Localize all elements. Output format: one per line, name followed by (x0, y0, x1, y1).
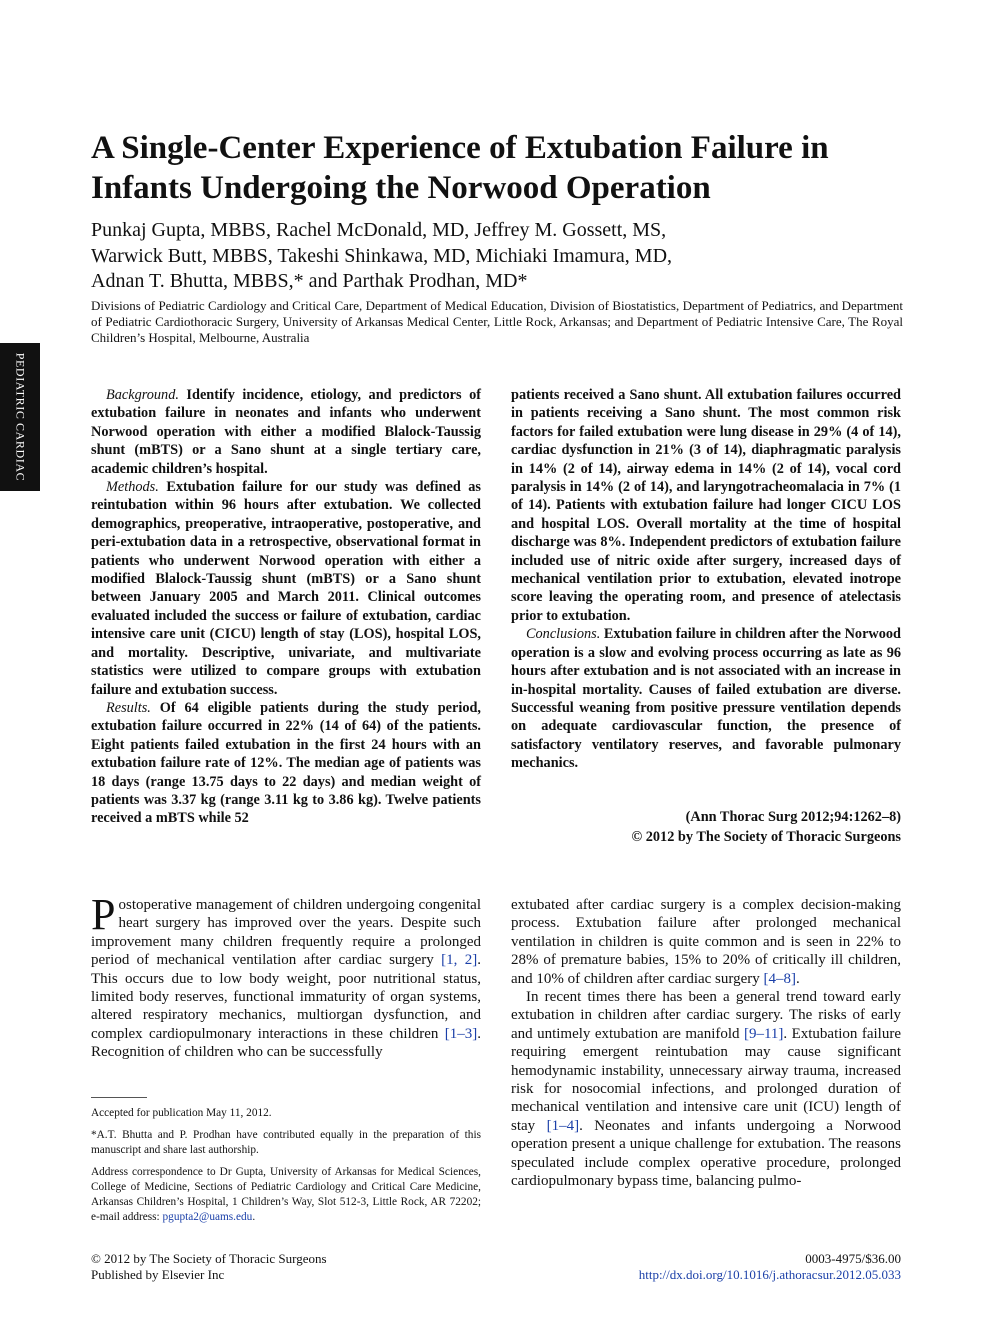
author-line: Warwick Butt, MBBS, Takeshi Shinkawa, MD, Michiaki Imamura, MD, (91, 244, 673, 267)
correspondence-end: . (252, 1211, 256, 1223)
body-text: . (796, 970, 800, 987)
affiliations: Divisions of Pediatric Cardiology and Critical Care, Department of Medical Education, Division of Biostatistics, Department of Pediatrics, and Department of Pediatric Cardiothoracic Surgery, University of Arkansas Medical Center, Little Rock, Arkansas; and Department of Pediatric Intensive Care, The Royal Children’s Hospital, Melbourne, Australia (91, 298, 903, 345)
body-text: . This occurs due to low body weight, poor nutritional status, limited body reserves, functional immaturity of organ systems, altered respiratory mechanics, multiorgan dysfunction, and complex cardiopulmonary interactions in these children (91, 952, 481, 1042)
page-footer-left (91, 1251, 327, 1282)
body-column-right (511, 896, 901, 1191)
footer-issn: 0003-4975/$36.00 (805, 1251, 901, 1266)
author-line: Punkaj Gupta, MBBS, Rachel McDonald, MD, Jeffrey M. Gossett, MS, (91, 219, 667, 241)
email-link[interactable]: pgupta2@uams.edu (162, 1211, 253, 1223)
body-text: . Neonates and infants undergoing a Norwood operation present a unique challenge for extubation. The reasons speculated include complex operative procedure, prolonged cardiopulmonary bypass time, balancing pulmo- (511, 1117, 901, 1190)
body-text: ostoperative management of children undergoing congenital heart surgery has improved over the years. Despite such improvement many children frequently require a prolonged period of mechanical ventilation after cardiac surgery (91, 897, 481, 969)
abstract-column-right (511, 386, 901, 773)
footnote-accepted: Accepted for publication May 11, 2012. (91, 1107, 272, 1119)
abstract-background-label: Background. (106, 387, 179, 403)
author-line: Adnan T. Bhutta, MBBS,* and Parthak Prodhan, MD* (91, 270, 528, 292)
abstract-background (91, 386, 481, 478)
footer-copyright: © 2012 by The Society of Thoracic Surgeons (91, 1251, 327, 1266)
reference-link[interactable]: [1, 2] (441, 952, 478, 969)
section-side-tab-label: PEDIATRIC CARDIAC (13, 352, 28, 482)
abstract-methods-text: Extubation failure for our study was defined as reintubation within 96 hours after extubation. We collected demographics, preoperative, intraoperative, postoperative, and peri-extubation data in a retrospective, observational format in patients who underwent Norwood operation with either a modified Blalock-Taussig shunt (mBTS) or a Sano shunt between January 2005 and March 2011. Clinical outcomes evaluated included the success or failure of extubation, cardiac intensive care unit (CICU) length of stay (LOS), hospital LOS, and mortality. Descriptive, univariate, and multivariate statistics were utilized to compare groups with extubation failure and extubation success. (91, 479, 481, 698)
abstract-results-continued: patients received a Sano shunt. All extubation failures occurred in patients receiving a Sano shunt. The most common risk factors for failed extubation were lung disease in 29% (4 of 14), cardiac dysfunction in 21% (3 of 14), diaphragmatic paralysis in 14% (2 of 14), airway edema in 14% (2 of 14), vocal cord paralysis in 14% (2 of 14), and laryngotracheomalacia in 7% (1 of 14). Patients with extubation failure had longer CICU LOS and hospital LOS. Overall mortality at the time of hospital discharge was 8%. Independent predictors of extubation failure included use of nitric oxide after surgery, increased days of mechanical ventilation prior to extubation, elevated inotrope score leaving the operating room, and presence of atelectasis prior to extubation. (511, 387, 901, 624)
reference-link[interactable]: [1–4] (546, 1117, 580, 1134)
footnotes (91, 1106, 481, 1232)
body-text: In recent times there has been a general trend toward early extubation in children after cardiac surgery. The risks of early and untimely extubation are manifold (511, 989, 901, 1042)
abstract-results-label: Results. (106, 699, 151, 716)
body-column-left (91, 890, 481, 1062)
journal-citation (511, 807, 901, 847)
abstract-results (91, 699, 481, 828)
body-paragraph (91, 890, 481, 1062)
society-copyright: © 2012 by The Society of Thoracic Surgeons (631, 829, 901, 845)
reference-link[interactable]: [4–8] (763, 970, 797, 987)
body-text: . Recognition of children who can be successfully (91, 1025, 481, 1061)
reference-link[interactable]: [9–11] (743, 1025, 784, 1042)
abstract-conclusions-text: Extubation failure in children after the Norwood operation is a slow and evolving process occurring as late as 96 hours after extubation and is not associated with an increase in in-hospital mortality. Causes of failed extubation are diverse. Successful weaning from positive pressure ventilation depends on adequate cardiovascular function, the presence of satisfactory ventilatory reserves, and favorable pulmonary mechanics. (511, 626, 901, 772)
abstract-conclusions (511, 625, 901, 772)
abstract-methods-label: Methods. (106, 479, 159, 496)
page-footer-right (639, 1251, 901, 1282)
footnote-equal-contribution: *A.T. Bhutta and P. Prodhan have contributed equally in the preparation of this manuscript and share last authorship. (91, 1129, 481, 1156)
body-text: . Extubation failure requiring emergent reintubation may cause significant hemodynamic instability, unnecessary airway trauma, increased risk for nosocomial infections, and prolonged duration of mechanical ventilation and intensive care unit (ICU) length of stay (511, 1025, 901, 1134)
abstract-conclusions-label: Conclusions. (526, 626, 601, 643)
footnote-divider (91, 1097, 147, 1098)
body-text: extubated after cardiac surgery is a complex decision-making process. Extubation failure after prolonged mechanical ventilation in children is quite common and is seen in 22% to 28% of premature babies, 15% to 20% of critically ill children, and 10% of children after cardiac surgery (511, 897, 901, 987)
footnote-correspondence (91, 1165, 481, 1225)
footer-publisher: Published by Elsevier Inc (91, 1266, 225, 1282)
author-list (91, 218, 911, 295)
abstract-background-text: Identify incidence, etiology, and predictors of extubation failure in neonates and infants who underwent Norwood operation with either a modified Blalock-Taussig shunt (mBTS) or a Sano shunt at a single tertiary care, academic children’s hospital. (91, 387, 481, 477)
body-paragraph (511, 896, 901, 988)
drop-cap: P (91, 890, 116, 939)
doi-link[interactable]: http://dx.doi.org/10.1016/j.athoracsur.2012.05.033 (638, 1266, 901, 1282)
abstract-methods (91, 478, 481, 699)
correspondence-address: Address correspondence to Dr Gupta, University of Arkansas for Medical Sciences, College of Medicine, Sections of Pediatric Cardiology and Critical Care Medicine, Arkansas Children’s Hospital, 1 Children’s Way, Slot 512-3, Little Rock, AR 72202; e-mail address: (91, 1166, 481, 1223)
section-side-tab (0, 343, 40, 491)
reference-link[interactable]: [1–3] (444, 1025, 478, 1042)
abstract-column-left (91, 386, 481, 828)
journal-reference: (Ann Thorac Surg 2012;94:1262–8) (685, 809, 901, 825)
body-paragraph (511, 988, 901, 1190)
article-title: A Single-Center Experience of Extubation Failure in Infants Undergoing the Norwood Operation (91, 130, 829, 206)
abstract-results-text: Of 64 eligible patients during the study period, extubation failure occurred in 22% (14 of 64) of the patients. Eight patients failed extubation in the first 24 hours with an extubation failure rate of 12%. The median age of patients was 18 days (range 13.75 days to 22 days) and median weight of patients was 3.37 kg (range 3.11 kg to 3.86 kg). Twelve patients received a mBTS while 52 (91, 699, 481, 827)
